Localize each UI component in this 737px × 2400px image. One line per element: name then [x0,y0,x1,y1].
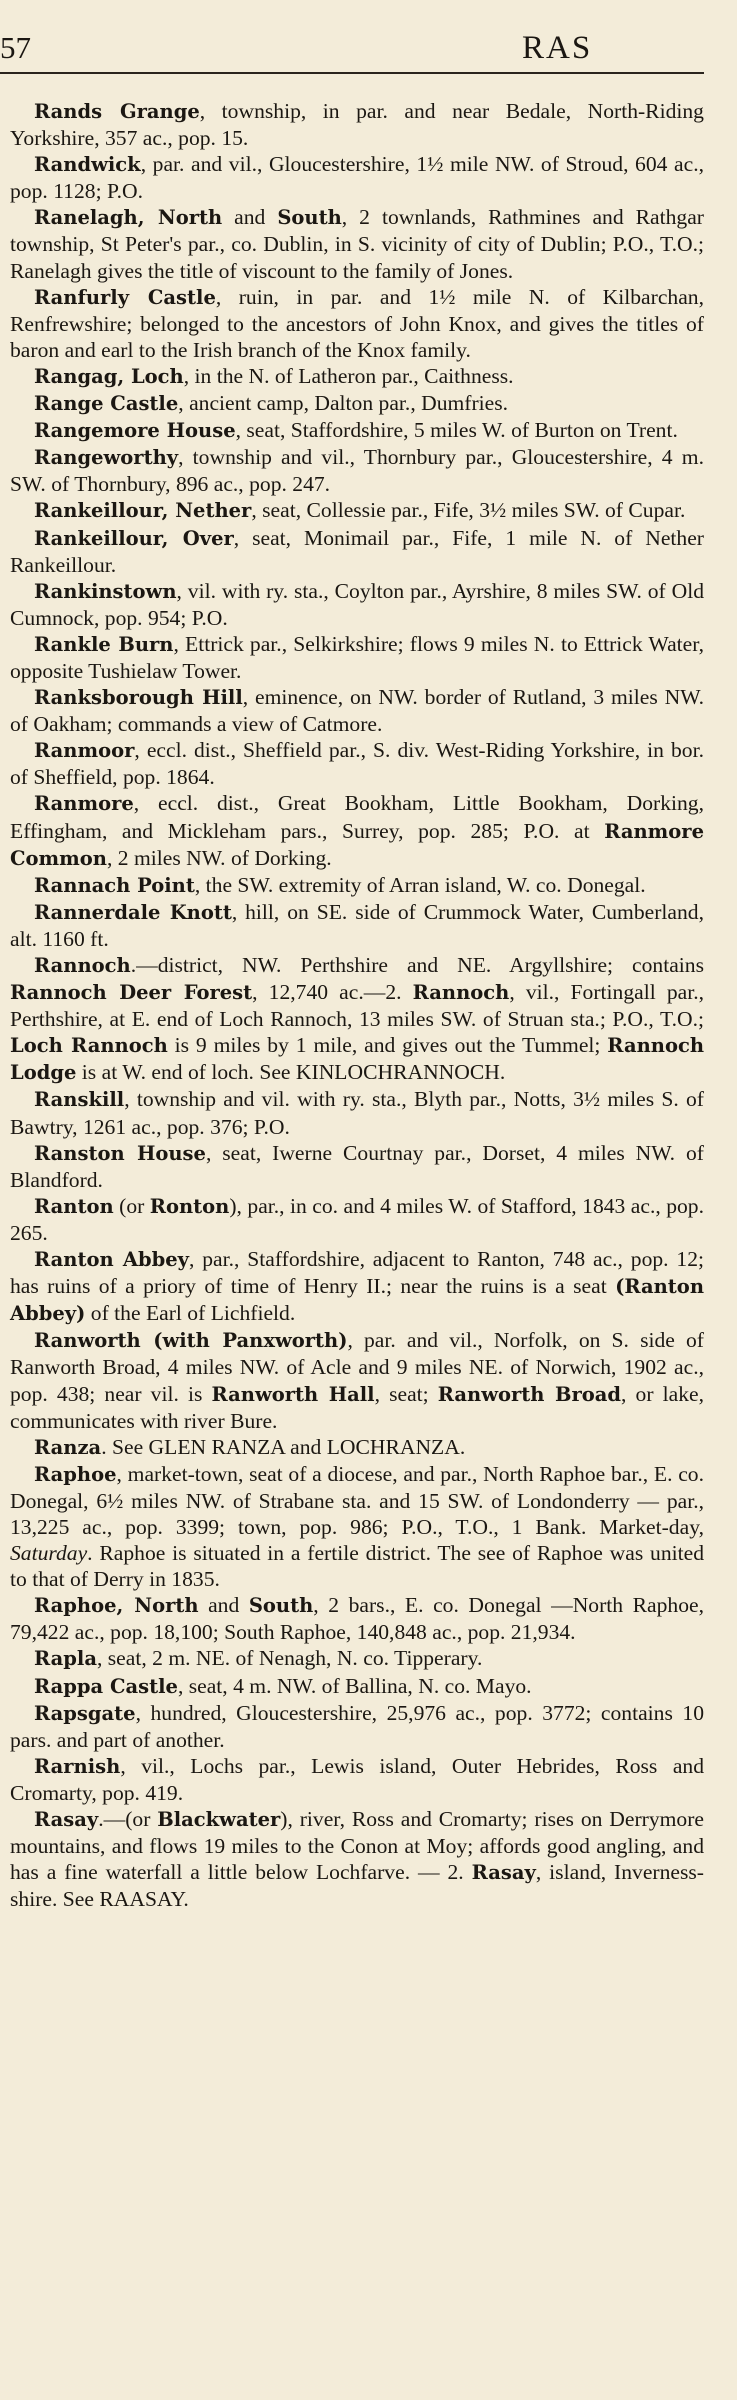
entry-headword: Ranston House [34,1141,206,1165]
entry-headword: Blackwater [157,1808,281,1831]
entry-headword: Rasay [34,1808,99,1831]
entry-text: , vil., Fortingall par., Perthshire, at E. end of Loch Rannoch, 13 miles SW. of Struan sta.; P.O., T.O.; [10,980,704,1032]
entry-text: , seat, 4 m. NW. of Ballina, N. co. Mayo. [177,1673,532,1698]
gazetteer-entry [10,525,704,578]
entry-headword: Rankinstown [34,579,177,603]
entry-headword: Rannoch [34,954,131,977]
entry-text: , seat, 2 m. NE. of Nenagh, N. co. Tipperary. [96,1646,483,1671]
entry-text: , 2 townlands, Rathmines and Rathgar township, St Peter's par., co. Dublin, in S. vicinity of city of Dublin; P.O., T.O.; Ranelagh gives the title of viscount to the family of Jones. [10,205,704,283]
entry-text: , or lake, communicates with river Bure. [10,1381,704,1433]
entry-headword: South [248,1594,314,1618]
gazetteer-entry [10,952,704,1086]
entry-text: , hill, on SE. side of Crummock Water, Cumberland, alt. 1160 ft. [10,899,705,951]
entry-text: , seat, Iwerne Courtnay par., Dorset, 4 miles NW. of Blandford. [10,1140,704,1192]
entry-headword: Rankle Burn [34,632,174,656]
gazetteer-entry [10,390,704,417]
entry-headword: Loch Rannoch [10,1034,168,1058]
entry-text: , eminence, on NW. border of Rutland, 3 miles NW. of Oakham; commands a view of Catmore. [10,685,705,737]
entry-headword: Ranmoor [34,739,135,763]
entry-text: .—(or [98,1807,158,1831]
gazetteer-entry [10,497,704,524]
entry-text: , eccl. dist., Sheffield par., S. div. West-Riding Yorkshire, in bor. of Sheffield, pop. 1864. [10,738,704,790]
entry-text: , seat, Staffordshire, 5 miles W. of Burton on Trent. [235,418,678,443]
entry-headword: Ranksborough Hill [34,686,243,710]
gazetteer-entry [10,417,704,444]
page-number: 57 [0,30,31,65]
entry-headword: Raphoe [34,1462,117,1486]
entry-headword: Ranza [34,1435,102,1459]
gazetteer-entry [10,151,704,204]
entry-text: , Ettrick par., Selkirkshire; flows 9 miles N. to Ettrick Water, opposite Tushielaw Tower. [10,631,704,683]
entry-headword: Ranworth Hall [211,1382,375,1406]
entry-text: of the Earl of Lichfield. [85,1301,296,1326]
entry-text: , vil. with ry. sta., Coylton par., Ayrshire, 8 miles SW. of Old Cumnock, pop. 954; P.O. [10,578,704,630]
gazetteer-entry [10,1592,704,1645]
entry-text: , the SW. extremity of Arran island, W. co. Donegal. [194,872,646,897]
entry-headword: Rangeworthy [34,446,179,470]
gazetteer-entry [10,284,704,363]
gazetteer-entry [10,1673,704,1700]
entry-text: , ruin, in par. and 1½ mile N. of Kilbarchan, Renfrewshire; belonged to the ancestors of John Knox, and gives the titles of baron and earl to the Irish branch of the Knox family. [10,284,704,362]
entry-text: , seat, Collessie par., Fife, 3½ miles SW. of Cupar. [251,498,686,523]
entry-italic: Saturday [10,1541,88,1566]
gazetteer-entry [10,1434,704,1461]
entry-text: and [198,1593,249,1618]
entry-headword: Rasay [471,1861,536,1885]
entry-text: is 9 miles by 1 mile, and gives out the Tummel; [167,1033,608,1058]
entry-text: . Raphoe is situated in a fertile district. The see of Raphoe was united to that of Derry in 1835. [10,1541,704,1592]
entry-text: , township and vil., Thornbury par., Gloucestershire, 4 m. SW. of Thornbury, 896 ac., pop. 247. [10,445,704,497]
entry-headword: Rangemore House [34,419,236,443]
gazetteer-entry [10,1086,704,1139]
entry-headword: Rannoch Lodge [10,1034,704,1085]
gazetteer-entry [10,737,704,790]
entry-headword: Rapsgate [34,1701,136,1725]
entry-headword: Rands Grange [34,100,200,123]
gazetteer-entries [10,98,704,1912]
entry-headword: Ranworth Broad [437,1382,622,1406]
entry-text: , par. and vil., Gloucestershire, 1½ mile NW. of Stroud, 604 ac., pop. 1128; P.O. [10,152,704,204]
entry-text: , par., Staffordshire, adjacent to Ranton, 748 ac., pop. 12; has ruins of a priory of time of Henry II.; near the ruins is a seat [10,1247,704,1299]
entry-text: ), river, Ross and Cromarty; rises on Derrymore mountains, and flows 19 miles to the Conon at Moy; affords good angling, and has a fine waterfall a little below Lochfarve. — 2. [10,1807,704,1885]
entry-headword: Rarnish [34,1754,121,1778]
entry-headword: Rapla [34,1647,97,1671]
page-header [0,22,704,74]
entry-headword: Rannerdale Knott [34,900,232,924]
entry-headword: Rappa Castle [34,1674,178,1698]
entry-headword: Randwick [34,153,141,177]
entry-text: , ancient camp, Dalton par., Dumfries. [178,391,509,416]
entry-text: , vil., Lochs par., Lewis island, Outer Hebrides, Ross and Cromarty, pop. 419. [10,1753,704,1805]
entry-text: , 2 bars., E. co. Donegal —North Raphoe, 79,422 ac., pop. 18,100; South Raphoe, 140,848 ac., pop. 21,934. [10,1593,704,1645]
entry-headword: South [277,206,342,230]
entry-text: is at W. end of loch. See KINLOCHRANNOCH. [76,1060,506,1085]
gazetteer-entry [10,1193,704,1246]
gazetteer-entry [10,1700,704,1753]
entry-headword: Rannoch Deer Forest [10,981,253,1005]
entry-headword: Rankeillour, Over [34,526,234,550]
entry-headword: Ranworth (with Panxworth) [34,1329,348,1353]
entry-headword: Rannach Point [34,873,195,897]
gazetteer-entry [10,1461,704,1592]
entry-headword: Ranmore Common [10,819,704,870]
entry-text: , in the N. of Latheron par., Caithness. [183,363,514,388]
gazetteer-entry [10,1645,704,1672]
gazetteer-entry [10,1327,704,1433]
entry-text: , 12,740 ac.—2. [252,980,413,1005]
entry-text: , seat, Monimail par., Fife, 1 mile N. of Nether Rankeillour. [10,525,704,577]
entry-headword: Ranmore [34,792,134,816]
gazetteer-entry [10,1806,704,1912]
entry-headword: Ranton [34,1194,114,1218]
gazetteer-entry [10,204,704,283]
entry-headword: Ranfurly Castle [34,285,216,309]
entry-text: , island, Inverness-shire. See RAASAY. [10,1860,704,1912]
gazetteer-entry [10,899,704,952]
entry-text: , township, in par. and near Bedale, North-Riding Yorkshire, 357 ac., pop. 15. [10,99,704,151]
gazetteer-entry [10,1140,704,1193]
entry-headword: Raphoe, North [34,1594,199,1618]
gazetteer-entry [10,363,704,390]
entry-text: , 2 miles NW. of Dorking. [106,845,332,870]
entry-text: , par. and vil., Norfolk, on S. side of Ranworth Broad, 4 miles NW. of Acle and 9 miles NE. of Norwich, 1902 ac., pop. 438; near vil. is [10,1328,704,1406]
entry-text: , township and vil. with ry. sta., Blyth par., Notts, 3½ miles S. of Bawtry, 1261 ac., pop. 376; P.O. [10,1087,704,1139]
entry-headword: Rannoch [412,981,510,1005]
entry-headword: Ranton Abbey [34,1248,190,1272]
entry-text: . See GLEN RANZA and LOCHRANZA. [101,1434,466,1459]
entry-text: , market-town, seat of a diocese, and par., North Raphoe bar., E. co. Donegal, 6½ miles NW. of Strabane sta. and 15 SW. of Londonderry — par., 13,225 ac., pop. 3399; town, pop. 986; P.O., T.O., 1 Bank. Market-day, [10,1461,704,1539]
entry-headword: Ranelagh, North [34,206,223,230]
entry-text: (or [113,1193,150,1218]
gazetteer-entry [10,444,704,497]
gazetteer-entry [10,872,704,899]
entry-headword: Range Castle [34,392,179,416]
entry-text: ), par., in co. and 4 miles W. of Stafford, 1843 ac., pop. 265. [10,1193,704,1245]
entry-text: , seat; [374,1381,438,1406]
gazetteer-entry [10,790,704,871]
gazetteer-entry [10,578,704,631]
entry-headword: Ronton [149,1194,230,1218]
entry-headword: Rankeillour, Nether [34,499,252,523]
gazetteer-entry [10,1753,704,1806]
entry-headword: (Ranton Abbey) [10,1275,704,1326]
entry-text: and [222,205,278,230]
entry-text: , eccl. dist., Great Bookham, Little Bookham, Dorking, Effingham, and Mickleham pars., Surrey, pop. 285; P.O. at [10,791,704,843]
entry-headword: Ranskill [34,1088,125,1112]
gazetteer-entry [10,1246,704,1327]
entry-text: .—district, NW. Perthshire and NE. Argyllshire; contains [130,953,704,977]
gazetteer-entry [10,631,704,684]
gazetteer-entry [10,98,704,151]
entry-text: , hundred, Gloucestershire, 25,976 ac., pop. 3772; contains 10 pars. and part of another. [10,1700,704,1752]
gazetteer-entry [10,684,704,737]
running-head: RAS [522,30,593,66]
entry-headword: Rangag, Loch [34,364,184,388]
